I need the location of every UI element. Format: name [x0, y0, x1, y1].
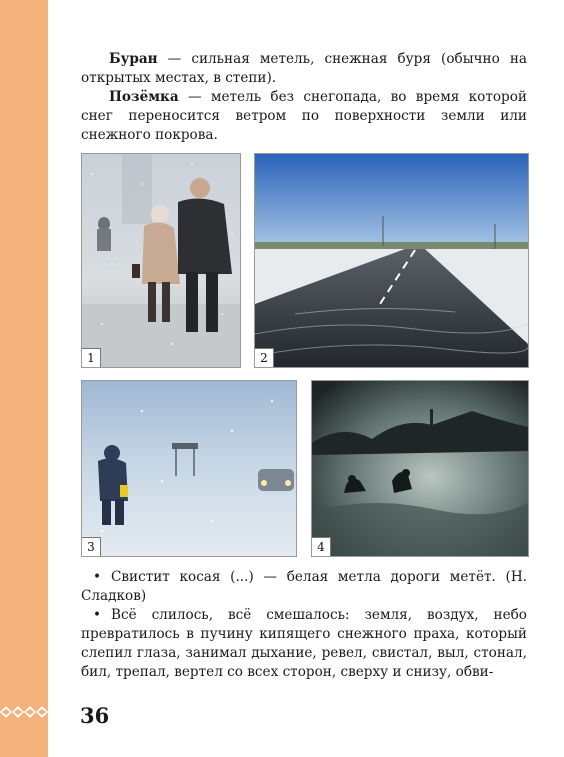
quote-item: [81, 606, 527, 682]
blizzard-walker-car-icon: [82, 381, 296, 556]
quote-text: Свистит косая (...) — белая метла дороги метёт. (Н. Сладков): [81, 569, 527, 604]
photo-number-label: 4: [312, 537, 331, 556]
definition-pozyomka: [81, 88, 527, 145]
page-margin-strip: [0, 0, 48, 757]
road-drifting-snow-icon: [255, 154, 528, 367]
bullet-icon: •: [93, 569, 102, 585]
definition-buran: [81, 50, 527, 88]
definition-text: — метель без снегопада, во время которой снег переносится ветром по поверхности земли или снежного покрова.: [81, 89, 527, 143]
quotes-block: [81, 568, 527, 682]
photo-number-label: 2: [255, 348, 274, 367]
definitions-block: [81, 50, 527, 145]
photo-1: [81, 153, 241, 368]
definition-term: Позёмка: [109, 89, 179, 105]
quote-item: [81, 568, 527, 606]
photo-2: [254, 153, 529, 368]
page-number: 36: [80, 703, 110, 728]
photo-number-label: 3: [82, 537, 101, 556]
ornament-diamonds-icon: [0, 702, 60, 722]
photo-4: [311, 380, 529, 557]
definition-term: Буран: [109, 51, 158, 67]
definition-text: — сильная метель, снежная буря (обычно на открытых местах, в степи).: [81, 51, 527, 86]
bullet-icon: •: [93, 607, 102, 623]
photo-number-label: 1: [82, 348, 101, 367]
photo-3: [81, 380, 297, 557]
storm-silhouettes-icon: [312, 381, 528, 556]
quote-text: Всё слилось, всё смешалось: земля, воздух, небо превратилось в пучину кипящего снежного праха, который слепил глаза, занимал дыхание, ревел, свистал, выл, стонал, бил, трепал, вертел со всех сторон, сверху и снизу, обви-: [81, 607, 527, 680]
snowstorm-pedestrians-icon: [82, 154, 240, 367]
